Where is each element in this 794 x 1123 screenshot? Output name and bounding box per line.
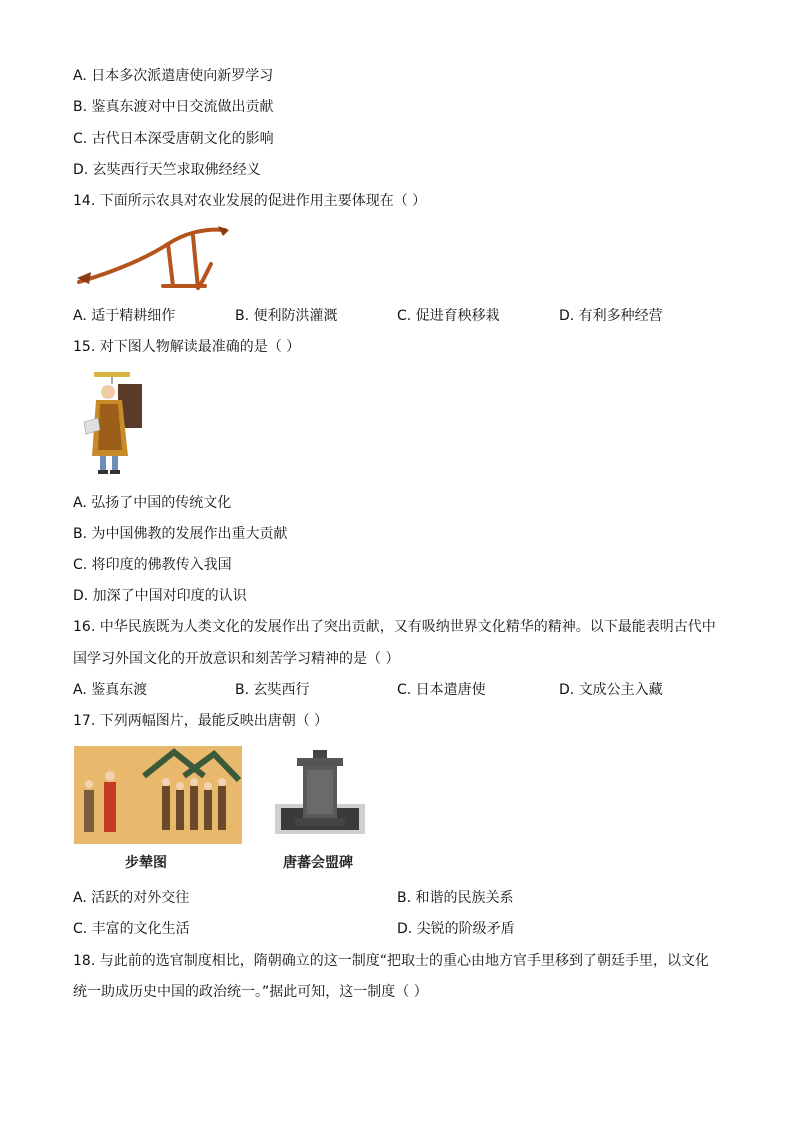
- q14-option-b: B. 便利防洪灌溉: [235, 308, 338, 324]
- q16-option-d: D. 文成公主入藏: [559, 682, 663, 698]
- q18-stem-line2: 统一助成历史中国的政治统一。”据此可知，这一制度（ ）: [73, 984, 428, 1000]
- q13-option-b: B. 鉴真东渡对中日交流做出贡献: [73, 99, 274, 115]
- q17-option-d: D. 尖锐的阶级矛盾: [397, 921, 515, 937]
- q16-option-a: A. 鉴真东渡: [73, 682, 148, 698]
- q16-option-c: C. 日本遣唐使: [397, 682, 486, 698]
- q15-stem: 15. 对下图人物解读最准确的是（ ）: [73, 339, 301, 355]
- q16-stem-line1: 16. 中华民族既为人类文化的发展作出了突出贡献，又有吸纳世界文化精华的精神。以下最能表明古代中: [73, 619, 716, 635]
- q14-option-d: D. 有利多种经营: [559, 308, 663, 324]
- q15-option-d: D. 加深了中国对印度的认识: [73, 588, 247, 604]
- q17-stem: 17. 下列两幅图片，最能反映出唐朝（ ）: [73, 713, 329, 729]
- monk-figure-image: [78, 370, 150, 480]
- q14-option-a: A. 适于精耕细作: [73, 308, 176, 324]
- q16-option-b: B. 玄奘西行: [235, 682, 310, 698]
- q16-stem-line2: 国学习外国文化的开放意识和刻苦学习精神的是（ ）: [73, 651, 400, 667]
- q13-option-d: D. 玄奘西行天竺求取佛经经义: [73, 162, 261, 178]
- q14-option-c: C. 促进育秧移栽: [397, 308, 500, 324]
- q15-option-b: B. 为中国佛教的发展作出重大贡献: [73, 526, 288, 542]
- q18-stem-line1: 18. 与此前的选官制度相比，隋朝确立的这一制度“把取士的重心由地方官手里移到了朝廷手里，以文化: [73, 953, 709, 969]
- q17-option-b: B. 和谐的民族关系: [397, 890, 514, 906]
- stele-caption: 唐蕃会盟碑: [283, 855, 353, 871]
- plow-image: [73, 222, 233, 294]
- q15-option-c: C. 将印度的佛教传入我国: [73, 557, 232, 573]
- q17-option-a: A. 活跃的对外交往: [73, 890, 190, 906]
- q17-option-c: C. 丰富的文化生活: [73, 921, 190, 937]
- q13-option-c: C. 古代日本深受唐朝文化的影响: [73, 131, 274, 147]
- bunian-painting-caption: 步辇图: [125, 855, 167, 871]
- stele-image: [275, 748, 365, 840]
- q15-option-a: A. 弘扬了中国的传统文化: [73, 495, 232, 511]
- q14-stem: 14. 下面所示农具对农业发展的促进作用主要体现在（ ）: [73, 193, 427, 209]
- q13-option-a: A. 日本多次派遣唐使向新罗学习: [73, 68, 274, 84]
- bunian-painting-image: [74, 746, 242, 844]
